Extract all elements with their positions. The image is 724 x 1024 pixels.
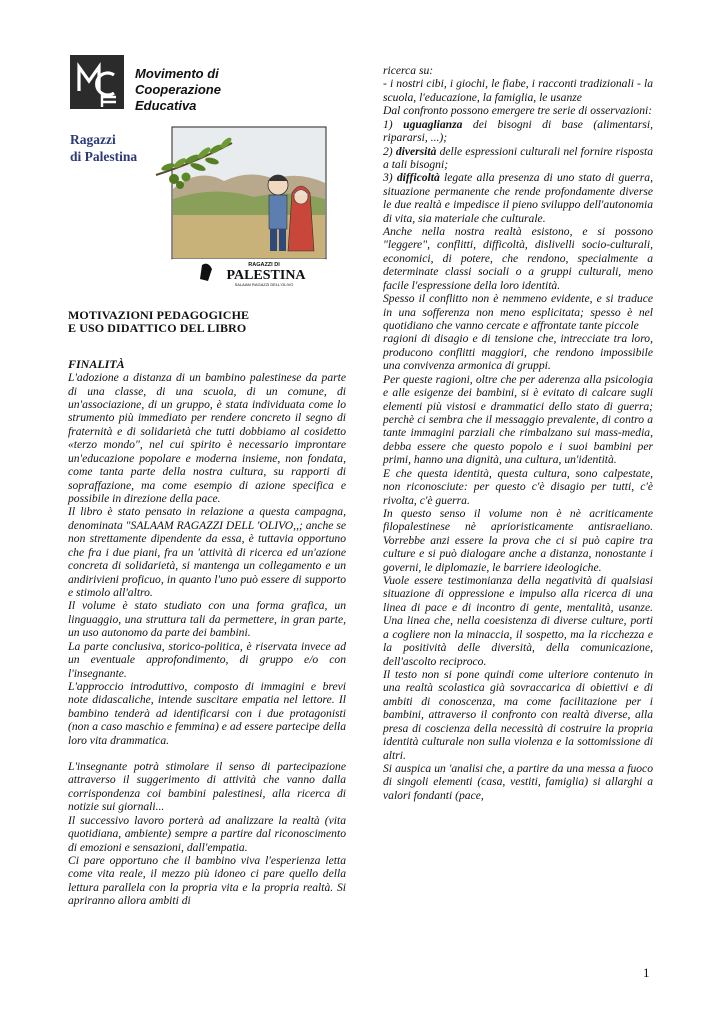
paragraph: Dal confronto possono emergere tre serie di osservazioni: [383,104,653,118]
paragraph: Ci pare opportuno che il bambino viva l'esperienza letta come vita reale, il mezzo più idoneo ci pare quello della lettura parallela con la propria vita e la propria realtà. Si apriranno allora ambiti di [68,853,346,908]
heading-line: MOTIVAZIONI PEDAGOGICHE [68,308,250,322]
observation-1: 1) uguaglianza dei bisogni di base (alimentarsi, ripararsi, ...); [383,117,653,145]
paragraph: ragioni di disagio e di tensione che, intrecciate tra loro, producono conflitti maggiori, che rendono impossibile una convivenza armonica di gruppi. [383,332,653,373]
paragraph: L'insegnante potrà stimolare il senso di partecipazione attraverso il suggerimento di attività che vanno dalla corrispondenza coi bambini palestinesi, alla ricerca di notizie sui giornali... [68,760,346,814]
heading-line: E USO DIDATTICO DEL LIBRO [68,321,247,336]
section-heading [68,309,346,336]
book-cover-image [154,119,332,289]
organization-name [135,66,265,114]
observation-3: 3) difficoltà legate alla presenza di uno stato di guerra, situazione permanente che rende profondamente diverse le due realtà e impedisce il pieno sviluppo dell'autonomia di vita, sia materiale che culturale. [383,171,653,225]
book-title-line: Ragazzi [70,132,116,147]
paragraph: Il successivo lavoro porterà ad analizzare la realtà (vita quotidiana, ambiente) sempre a partire dal riconoscimento di emozioni e sensazioni, dall'empatia. [68,813,346,854]
bold-keyword: diversità [395,144,437,158]
paragraph: Il testo non si pone quindi come ulteriore contenuto in una realtà scolastica già sovraccarica di obiettivi e di ambiti di conoscenza, ma come facilitazione per i bambini, attraverso il confronto con realtà diverse, alla presa di coscienza della necessità di costruire la propria identità culturale non sulla violenza e la sottomissione di altri. [383,667,653,762]
org-line: Cooperazione [135,82,221,97]
book-title-line: di Palestina [70,149,138,164]
observation-2: 2) diversità delle espressioni culturali nel fornire risposta a tali bisogni; [383,144,653,171]
book-cover-illustration [154,119,332,289]
paragraph: ricerca su: [383,64,434,77]
cover-title-top: RAGAZZI DI [248,262,280,268]
paragraph: Spesso il conflitto non è nemmeno evidente, e si traduce in una sofferenza non meno esplicitata; spesso è nel quotidiano che vanno cercate e affrontate tante piccole [383,292,653,333]
mce-logo [70,55,124,109]
paragraph: E che questa identità, questa cultura, sono calpestate, non riconosciute: per questo c'è disagio per tutti, c'è rivolta, c'è guerra. [383,466,653,507]
paragraph: L'adozione a distanza di un bambino palestinese da parte di una classe, di una scuola, di un comune, di un'associazione, di un gruppo, è stata individuata come lo strumento più immediato per rendere concreto il segno di fraternità e di solidarietà che tutti dobbiamo al cosidetto «terzo mondo", nel cui spirito è necessario improntare un'educazione popolare e moderna insieme, non fondata, come tanta parte della nostra cultura, su rapporti di sopraffazione, ma come esempio di azione specifica e possibile in direzione della pace. [68,371,346,506]
paragraph-gap [68,747,346,760]
left-column [68,309,346,908]
paragraph: - i nostri cibi, i giochi, le fiabe, i racconti tradizionali - la scuola, l'educazione, la famiglia, le usanze [383,77,653,104]
org-line: Movimento di [135,66,219,81]
paragraph: L'approccio introduttivo, composto di immagini e brevi note didascaliche, intende suscitare empatia nel lettore. Il bambino tenderà ad identificarsi con i due protagonisti (non a caso maschio e femmina) e ad essere partecipe della loro vita drammatica. [68,679,346,747]
paragraph: Si auspica un 'analisi che, a partire da una messa a fuoco di singoli elementi (casa, vestiti, famiglia) si allarghi a valori fondanti (pace, [383,761,653,802]
org-line: Educativa [135,98,197,113]
cover-subtitle: SALAAM RAGAZZI DELL'OLIVO [234,282,294,287]
finalita-heading: FINALITÀ [68,356,125,371]
paragraph: Il libro è stato pensato in relazione a questa campagna, denominata "SALAAM RAGAZZI DELL 'OLIVO,,; anche se non strettamente dipendente da essa, è tuttavia opportuno che fra i due piani, fra un 'attività di ricerca ed un'azione concreta di solidarietà, si mantenga un collegamento e un andirivieni proficuo, in quanto l'uno può essere di supporto e stimolo all'altro. [68,505,346,599]
paragraph: Anche nella nostra realtà esistono, e si possono "leggere", conflitti, difficoltà, dislivelli socio-culturali, economici, di potere, che rendono, specialmente a determinate classi sociali o a gruppi culturali, meno facile l'espressione della loro identità. [383,225,653,292]
paragraph: In questo senso il volume non è nè acriticamente filopalestinese nè aprioristicamente antisraeliano. Vorrebbe anzi essere la prova che ci si può capire tra culture e si può dialogare anche a distanza, nonostante i governi, le diplomazie, le barriere ideologiche. [383,506,653,574]
right-column [383,64,653,802]
paragraph: Vuole essere testimonianza della negatività di qualsiasi situazione di oppressione e impulso alla ricerca di una linea di pace e di incontro di gente, mentalità, usanze. Una linea che, nella coesistenza di diverse culture, porti a cogliere non la minaccia, il sospetto, ma la ricchezza e la positività delle diversità, della comunicazione, dell'ascolto reciproco. [383,574,653,668]
mce-logo-mark [70,55,124,109]
book-title [70,131,150,165]
paragraph: La parte conclusiva, storico-politica, è riservata invece ad un eventuale approfondimento, di gruppo e/o con l'insegnante. [68,639,346,680]
bold-keyword: uguaglianza [403,117,463,131]
bold-keyword: difficoltà [396,171,440,185]
cover-title-main: PALESTINA [226,268,306,283]
page-number: 1 [643,965,650,980]
paragraph: Per queste ragioni, oltre che per aderenza alla psicologia e alle esigenze dei bambini, si è evitato di calcare sugli elementi più vistosi e drammatici dello stato di guerra; perchè ci sembra che il messaggio prevalente, di contro a tante immagini parziali che rimbalzano sui mass-media, debba essere che questo popolo e i suoi bambini per primi, hanno una dignità, una cultura, un'identità. [383,372,653,467]
paragraph: Il volume è stato studiato con una forma grafica, un linguaggio, una struttura tali da permettere, in gran parte, un uso autonomo da parte dei bambini. [68,599,346,640]
